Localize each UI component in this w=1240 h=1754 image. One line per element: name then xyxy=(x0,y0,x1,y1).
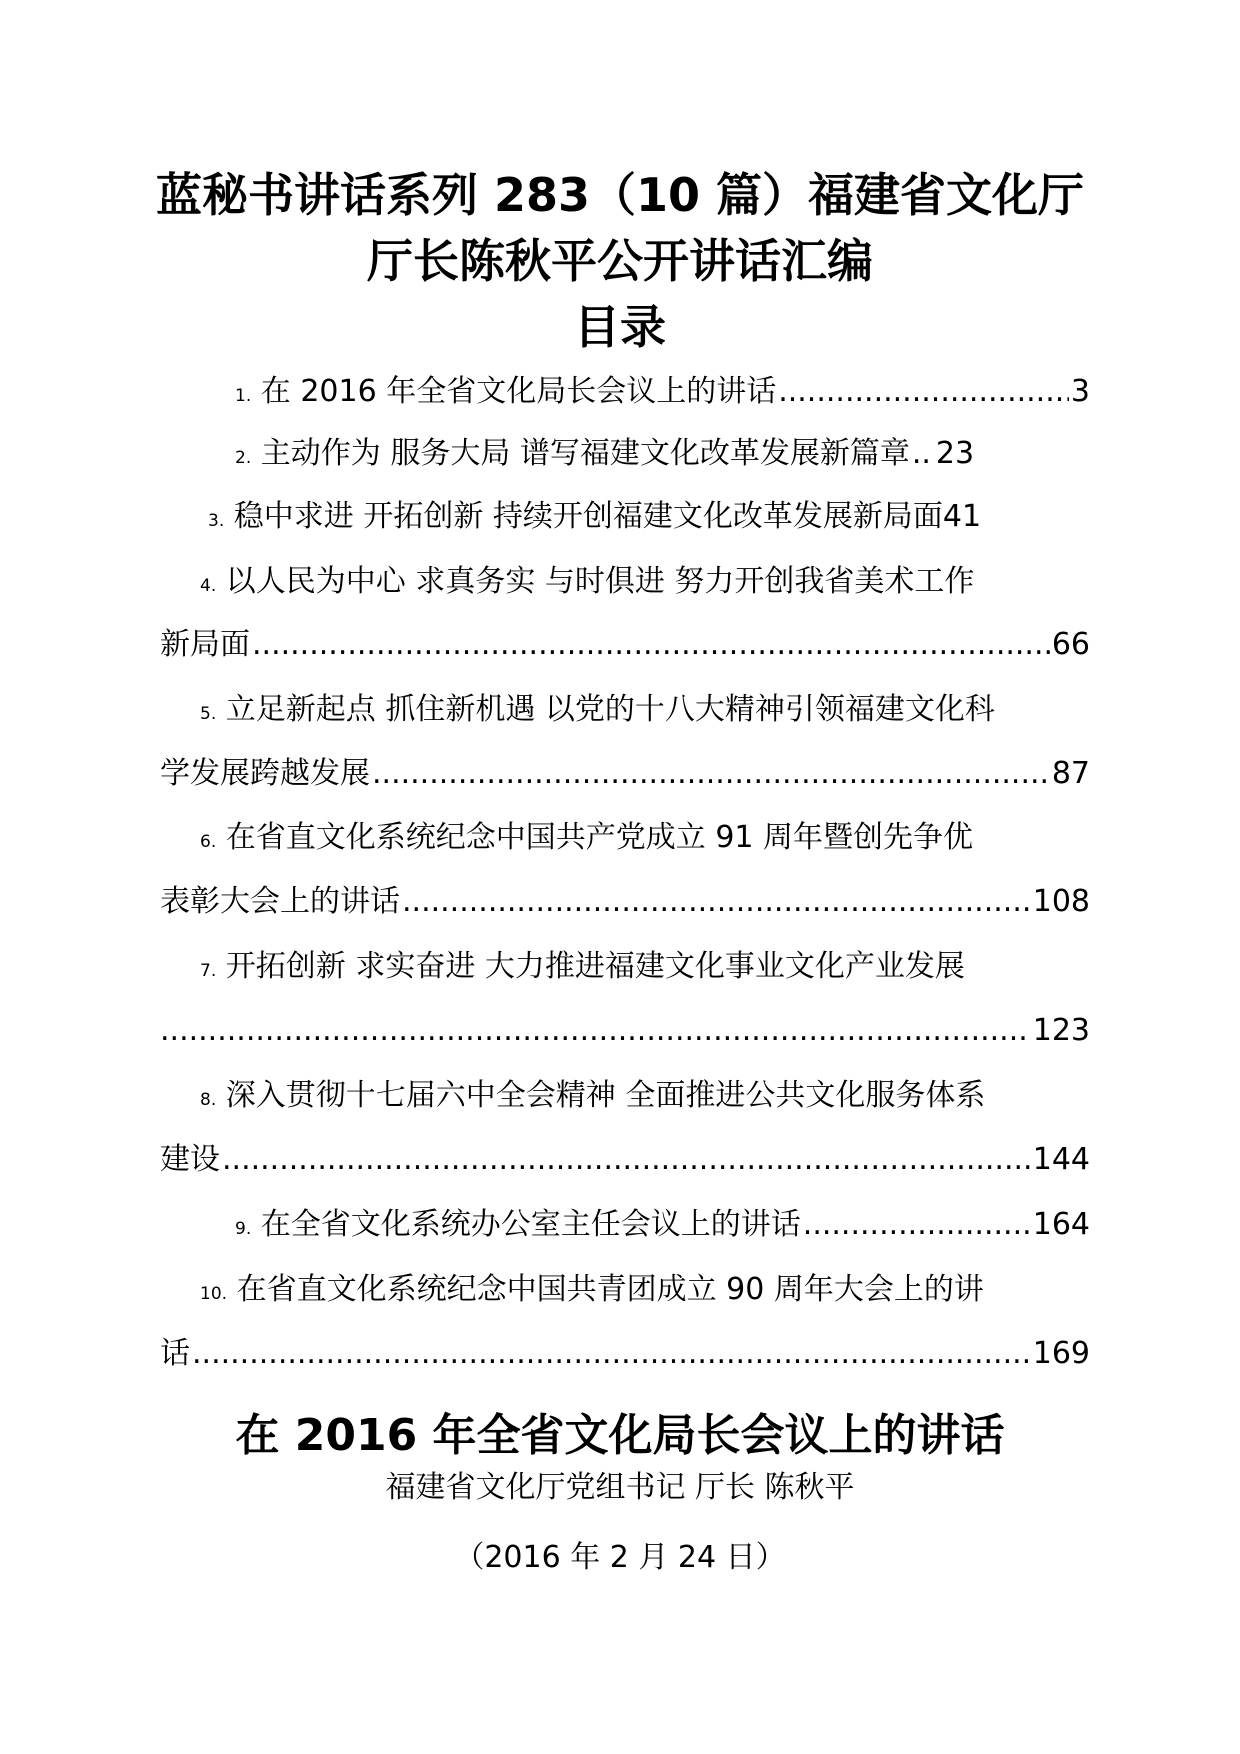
toc-title-cont: 新局面 xyxy=(160,627,250,662)
toc-title: 深入贯彻十七届六中全会精神 全面推进公共文化服务体系 xyxy=(225,1078,986,1113)
toc-entry-7-line2[interactable] xyxy=(160,1011,1090,1051)
toc-entry-4-line1[interactable]: 4. 以人民为中心 求真务实 与时俱进 努力开创我省美术工作 xyxy=(200,564,975,599)
toc-title: 主动作为 服务大局 谱写福建文化改革发展新篇章 xyxy=(260,436,910,471)
toc-title: 在 2016 年全省文化局长会议上的讲话 xyxy=(260,374,777,409)
toc-number: 6 xyxy=(200,832,211,852)
dot-leader xyxy=(778,372,1069,412)
toc-title: 立足新起点 抓住新机遇 以党的十八大精神引领福建文化科 xyxy=(225,692,995,727)
toc-number: 1 xyxy=(235,386,246,406)
toc-entry-6-line1[interactable]: 6. 在省直文化系统纪念中国共产党成立 91 周年暨创先争优 xyxy=(200,820,974,855)
toc-title-cont: 建设 xyxy=(160,1142,220,1177)
toc-number: 4 xyxy=(200,576,211,596)
toc-title: 以人民为中心 求真务实 与时俱进 努力开创我省美术工作 xyxy=(225,564,975,599)
toc-entry-5-line1[interactable]: 5. 立足新起点 抓住新机遇 以党的十八大精神引领福建文化科 xyxy=(200,692,995,727)
dot-leader xyxy=(402,882,1031,922)
toc-title: 在省直文化系统纪念中国共青团成立 90 周年大会上的讲 xyxy=(236,1272,984,1307)
dot-leader xyxy=(222,1140,1031,1180)
toc-entry-6-line2[interactable] xyxy=(160,882,1090,922)
section-title: 在 2016 年全省文化局长会议上的讲话 xyxy=(235,1410,1005,1461)
toc-number: 10 xyxy=(200,1284,222,1304)
toc-title: 在全省文化系统办公室主任会议上的讲话 xyxy=(260,1207,801,1242)
toc-entry-7-line1[interactable]: 7. 开拓创新 求实奋进 大力推进福建文化事业文化产业发展 xyxy=(200,949,965,984)
toc-number: 7 xyxy=(200,961,211,981)
toc-page: 66 xyxy=(1051,627,1090,662)
toc-number: 8 xyxy=(200,1090,211,1110)
dot-leader xyxy=(160,1011,1031,1051)
toc-page: 144 xyxy=(1032,1142,1090,1177)
toc-number: 3 xyxy=(208,511,219,531)
toc-entry-10-line2[interactable] xyxy=(160,1334,1090,1374)
toc-title: 开拓创新 求实奋进 大力推进福建文化事业文化产业发展 xyxy=(225,949,965,984)
toc-entry-4-line2[interactable] xyxy=(160,625,1090,665)
toc-entry-5-line2[interactable] xyxy=(160,754,1090,794)
section-date: （2016 年 2 月 24 日） xyxy=(454,1540,786,1575)
dot-leader xyxy=(372,754,1050,794)
toc-entry-1[interactable]: 1 . 在 2016 年全省文化局长会议上的讲话 ..... 3 xyxy=(160,372,1090,416)
dot-leader xyxy=(912,434,934,474)
toc-title: 稳中求进 开拓创新 持续开创福建文化改革发展新局面 xyxy=(233,499,943,534)
toc-entry-8-line1[interactable]: 8. 深入贯彻十七届六中全会精神 全面推进公共文化服务体系 xyxy=(200,1078,986,1113)
toc-number: 2 xyxy=(235,448,246,468)
toc-title-cont: 学发展跨越发展 xyxy=(160,756,370,791)
toc-page: 23 xyxy=(935,436,975,471)
toc-page: 3 xyxy=(1070,374,1090,409)
toc-entry-8-line2[interactable] xyxy=(160,1140,1090,1180)
toc-entry-10-line1[interactable]: 10. 在省直文化系统纪念中国共青团成立 90 周年大会上的讲 xyxy=(200,1272,984,1307)
toc-page: 123 xyxy=(1032,1013,1090,1048)
toc-page: 164 xyxy=(1032,1207,1090,1242)
toc-title-cont: 表彰大会上的讲话 xyxy=(160,884,400,919)
section-author: 福建省文化厅党组书记 厅长 陈秋平 xyxy=(385,1470,855,1505)
toc-title-cont: 话 xyxy=(160,1336,190,1371)
dot-leader xyxy=(252,625,1050,665)
document-title-line1: 蓝秘书讲话系列 283（10 篇）福建省文化厅 xyxy=(155,168,1085,222)
toc-number: 9 xyxy=(235,1219,246,1239)
dot-leader xyxy=(803,1205,1031,1245)
toc-title: 在省直文化系统纪念中国共产党成立 91 周年暨创先争优 xyxy=(225,820,974,855)
toc-page: 169 xyxy=(1032,1336,1090,1371)
toc-entry-9[interactable]: 9 . 在全省文化系统办公室主任会议上的讲话 ..... 164 xyxy=(160,1205,1090,1249)
toc-heading: 目录 xyxy=(574,300,666,354)
toc-entry-2[interactable]: 2 . 主动作为 服务大局 谱写福建文化改革发展新篇章 ..... 23 xyxy=(160,434,1090,478)
dot-leader xyxy=(192,1334,1031,1374)
toc-entry-3[interactable]: 3 . 稳中求进 开拓创新 持续开创福建文化改革发展新局面 41 xyxy=(160,497,1090,541)
toc-page: 41 xyxy=(942,499,982,534)
toc-page: 87 xyxy=(1051,756,1090,791)
toc-number: 5 xyxy=(200,704,211,724)
toc-page: 108 xyxy=(1032,884,1090,919)
document-title-line2: 厅长陈秋平公开讲话汇编 xyxy=(367,234,873,288)
